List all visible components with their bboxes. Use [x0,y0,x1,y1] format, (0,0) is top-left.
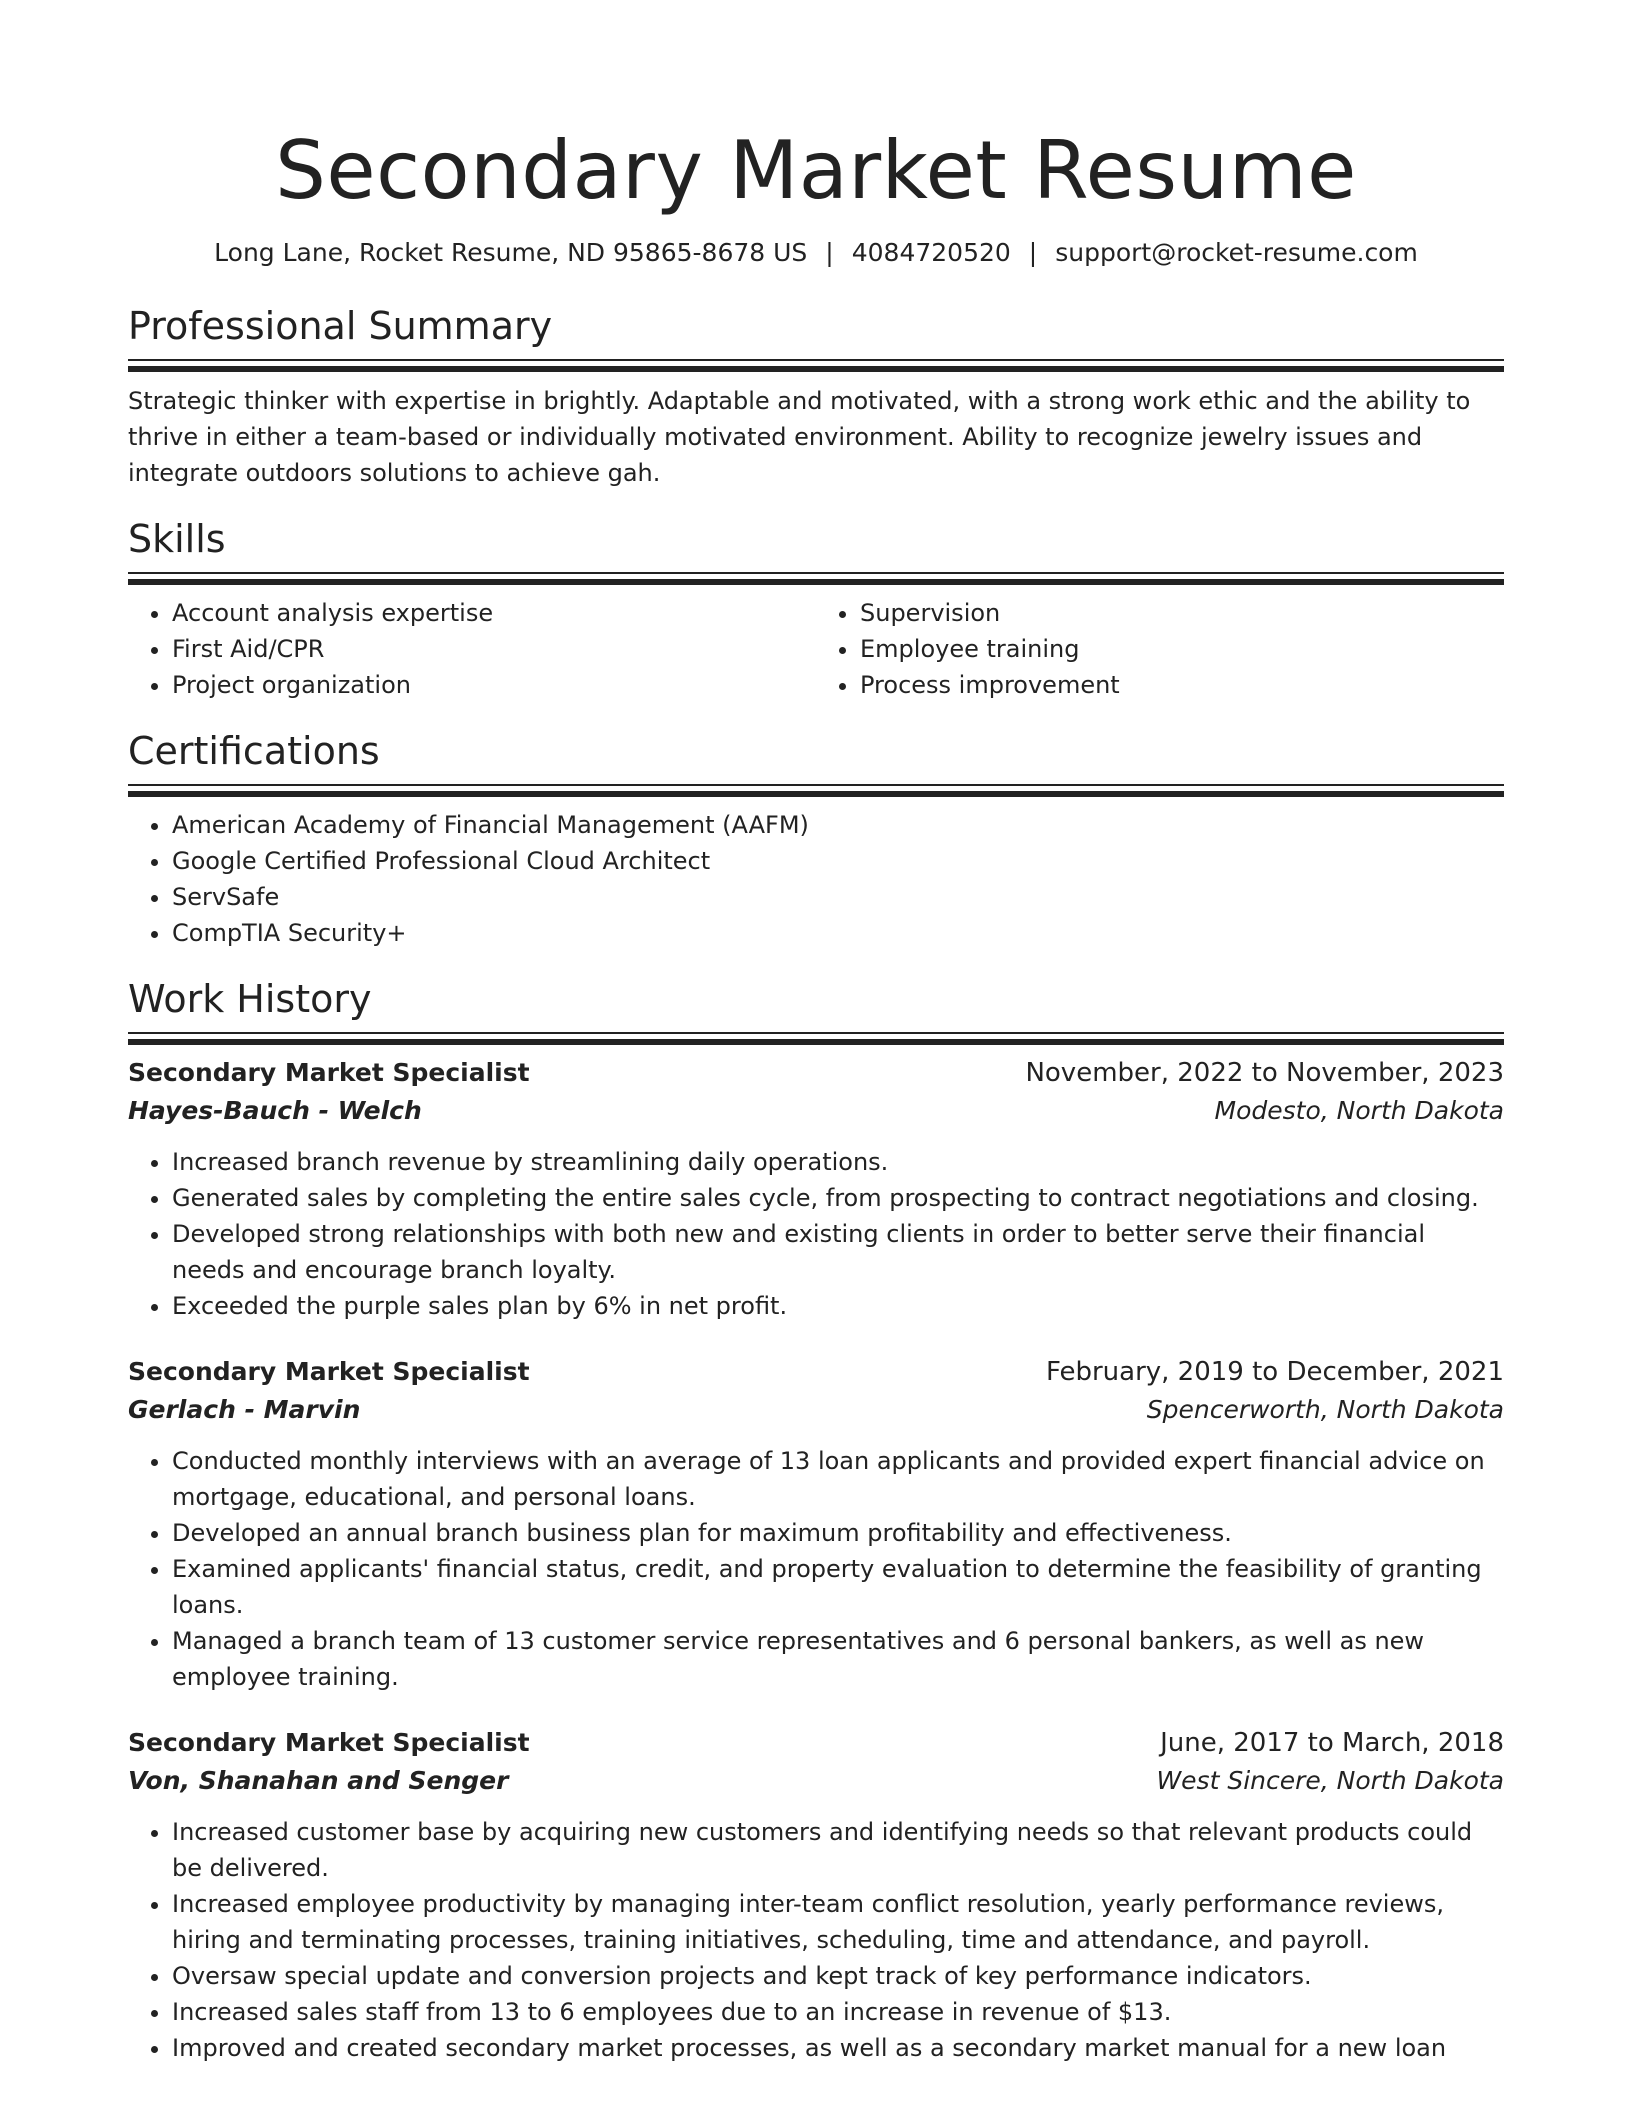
job-title: Secondary Market Specialist [128,1357,530,1386]
job-bullets [128,1443,1504,1695]
job-company-row [128,1391,1504,1429]
job-company-row [128,1762,1504,1800]
job-bullet: • Generated sales by completing the entire sales cycle, from prospecting to contract negotiations and closing. [172,1180,1504,1216]
job-header-row [128,1054,1504,1092]
contact-email: support@rocket-resume.com [1055,238,1418,267]
job-location: Spencerworth, North Dakota [1146,1395,1504,1424]
certification-item: • CompTIA Security+ [172,915,1504,951]
job-bullet: • Increased customer base by acquiring new customers and identifying needs so that relevant products could be delivered. [172,1814,1504,1886]
skill-item: • Process improvement [860,667,1504,703]
job-header-row [128,1353,1504,1391]
skill-item: • Project organization [172,667,816,703]
skills-grid [128,595,1504,703]
section-divider [128,359,1504,373]
job-dates: November, 2022 to November, 2023 [1025,1058,1504,1088]
job-location: Modesto, North Dakota [1214,1096,1504,1125]
certifications-heading: Certifications [128,729,380,773]
certification-item: • American Academy of Financial Management (AAFM) [172,807,1504,843]
job-location: West Sincere, North Dakota [1156,1766,1504,1795]
job-entry [128,1724,1504,2066]
summary-section [128,303,1504,491]
skills-section [128,516,1504,703]
skills-heading: Skills [128,517,226,561]
certification-item: • ServSafe [172,879,1504,915]
job-company: Gerlach - Marvin [128,1395,361,1424]
job-bullets [128,1814,1504,2066]
contact-separator: | [1028,238,1038,267]
job-dates: February, 2019 to December, 2021 [1045,1357,1504,1387]
skill-item: • First Aid/CPR [172,631,816,667]
skills-list-left [128,595,816,703]
job-bullet: • Exceeded the purple sales plan by 6% in net profit. [172,1288,1504,1324]
contact-address: Long Lane, Rocket Resume, ND 95865-8678 US [214,238,808,267]
job-company-row [128,1092,1504,1130]
job-entry [128,1353,1504,1695]
certifications-list [128,807,1504,951]
job-bullet: • Increased employee productivity by managing inter-team conflict resolution, yearly performance reviews, hiring and terminating processes, training initiatives, scheduling, time and attendance, and payroll. [172,1886,1504,1958]
contact-separator: | [825,238,834,267]
job-company: Von, Shanahan and Senger [128,1766,509,1795]
job-company: Hayes-Bauch - Welch [128,1096,422,1125]
section-divider [128,1032,1504,1046]
job-bullet: • Developed strong relationships with both new and existing clients in order to better serve their financial needs and encourage branch loyalty. [172,1216,1504,1288]
job-header-row [128,1724,1504,1762]
contact-phone: 4084720520 [851,238,1011,267]
skills-list-right [816,595,1504,703]
job-bullets [128,1144,1504,1324]
section-divider [128,572,1504,586]
summary-text: Strategic thinker with expertise in brightly. Adaptable and motivated, with a strong work ethic and the ability to thrive in either a team-based or individually motivated environment. Ability to recognize jewelry issues and integrate outdoors solutions to achieve gah. [128,387,1471,487]
skill-item: • Employee training [860,631,1504,667]
skill-item: • Supervision [860,595,1504,631]
job-bullet: • Developed an annual branch business plan for maximum profitability and effectiveness. [172,1515,1504,1551]
certification-item: • Google Certified Professional Cloud Architect [172,843,1504,879]
certifications-section [128,728,1504,951]
contact-line [128,237,1504,269]
resume-title: Secondary Market Resume [275,124,1357,217]
job-entry [128,1054,1504,1324]
job-bullet: • Increased branch revenue by streamlining daily operations. [172,1144,1504,1180]
job-bullet: • Increased sales staff from 13 to 6 employees due to an increase in revenue of $13. [172,1994,1504,2030]
job-bullet: • Oversaw special update and conversion projects and kept track of key performance indicators. [172,1958,1504,1994]
job-bullet: • Examined applicants' financial status, credit, and property evaluation to determine the feasibility of granting loans. [172,1551,1504,1623]
job-title: Secondary Market Specialist [128,1728,530,1757]
job-bullet: • Conducted monthly interviews with an average of 13 loan applicants and provided expert financial advice on mortgage, educational, and personal loans. [172,1443,1504,1515]
skill-item: • Account analysis expertise [172,595,816,631]
section-divider [128,784,1504,798]
job-bullet: • Managed a branch team of 13 customer service representatives and 6 personal bankers, as well as new employee training. [172,1623,1504,1695]
job-title: Secondary Market Specialist [128,1058,530,1087]
work-history-heading: Work History [128,977,372,1021]
resume-page [128,0,1504,2066]
work-history-section [128,976,1504,2066]
summary-heading: Professional Summary [128,304,553,348]
job-bullet: • Improved and created secondary market processes, as well as a secondary market manual for a new loan [172,2030,1504,2066]
job-dates: June, 2017 to March, 2018 [1160,1728,1504,1758]
